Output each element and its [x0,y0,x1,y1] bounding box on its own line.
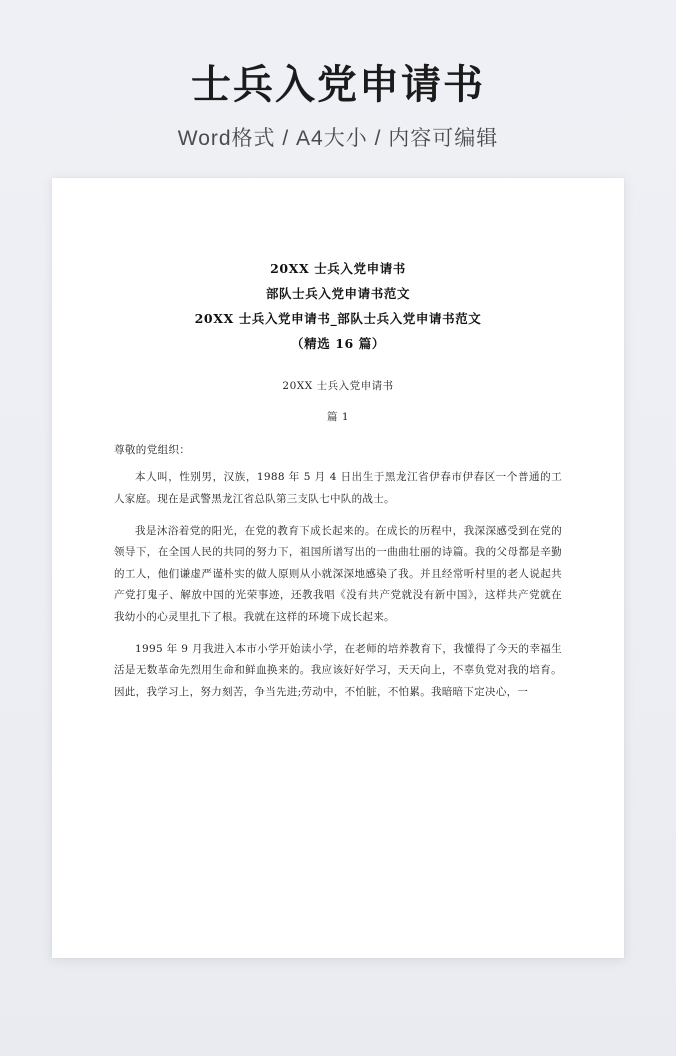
document-heading-line: 20XX 士兵入党申请书_部队士兵入党申请书范文 [194,311,482,326]
page-fade-overlay [52,916,624,958]
document-subheading: 20XX 士兵入党申请书 [282,380,394,392]
document-heading-line: 部队士兵入党申请书范文 [265,286,411,301]
poster-banner [0,0,676,152]
poster-title: 士兵入党申请书 [191,63,485,107]
document-preview[interactable] [52,178,624,958]
poster-subtitle: Word格式 / A4大小 / 内容可编辑 [177,127,499,150]
document-heading-line: 20XX 士兵入党申请书 [270,261,406,276]
document-heading [114,256,562,356]
document-page [52,178,624,958]
document-paragraph: 本人叫，性别男，汉族，1988 年 5 月 4 日出生于黑龙江省伊春市伊春区一个普通的工人家庭。现在是武警黑龙江省总队第三支队七中队的战士。 [114,471,562,505]
document-section-label: 篇 1 [326,411,350,423]
document-salutation: 尊敬的党组织： [114,444,191,456]
document-paragraph: 我是沐浴着党的阳光，在党的教育下成长起来的。在成长的历程中，我深深感受到在党的领导下，在全国人民的共同的努力下，祖国所谱写出的一曲曲壮丽的诗篇。我的父母都是辛勤的工人，他们谦虚严谨朴实的做人原则从小就深深地感染了我。并且经常听村里的老人说起共产党打鬼子、解放中国的光荣事迹，还教我唱《没有共产党就没有新中国》，这样共产党就在我幼小的心灵里扎下了根。我就在这样的环境下成长起来。 [114,524,562,623]
document-heading-line: （精选 16 篇） [291,336,385,351]
document-paragraph: 1995 年 9 月我进入本市小学开始读小学，在老师的培养教育下，我懂得了今天的幸福生活是无数革命先烈用生命和鲜血换来的。我应该好好学习，天天向上，不辜负党对我的培育。因此，我学习上，努力刻苦，争当先进;劳动中，不怕脏，不怕累。我暗暗下定决心，一 [114,642,562,698]
